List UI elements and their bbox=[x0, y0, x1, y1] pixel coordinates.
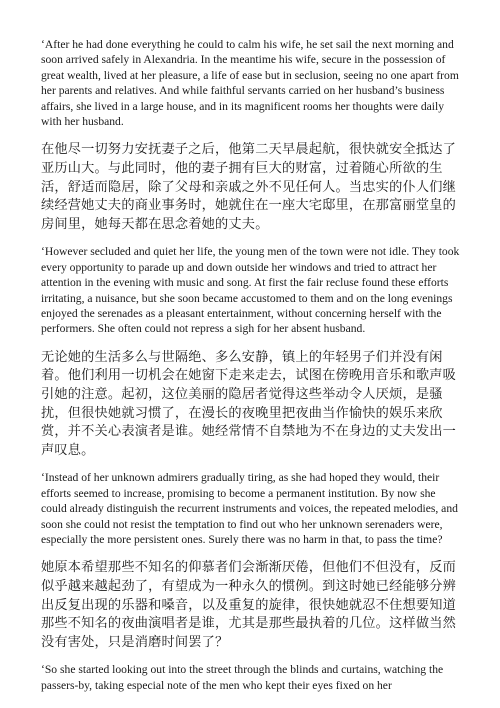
paragraph-en-4: ‘So she started looking out into the street through the blinds and curtains, watching the passers-by, taking especial note of the men who kept their eyes fixed on her bbox=[41, 663, 444, 692]
paragraph-en-3: ‘Instead of her unknown admirers gradually tiring, as she had hoped they would, their efforts seemed to increase, promising to become a permanent institution. By now she could already distinguish the recurrent instruments and voices, the repeated melodies, and soon she could not resist the temptation to find out who her unknown serenaders were, especially the more persistent ones. Surely there was no harm in that, to pass the time? bbox=[41, 471, 458, 547]
paragraph-zh-3: 她原本希望那些不知名的仰慕者们会渐渐厌倦，但他们不但没有，反而似乎越来越起劲了，有望成为一种永久的惯例。到这时她已经能够分辨出反复出现的乐器和嗓音，以及重复的旋律，很快她就忍不住想要知道那些不知名的夜曲演唱者是谁，尤其是那些最执着的几位。这样做当然没有害处，只是消磨时间罢了？ bbox=[41, 560, 457, 650]
paragraph-en-2: ‘However secluded and quiet her life, the young men of the town were not idle. They took every opportunity to parade up and down outside her windows and tried to attract her attention in the evening with music and song. At first the fair recluse found these efforts irritating, a nuisance, but she soon became accustomed to them and on the long evenings enjoyed the serenades as a pleasant entertainment, without concerning herself with the performers. She often could not repress a sigh for her absent husband. bbox=[41, 245, 460, 336]
paragraph-zh-1: 在他尽一切努力安抚妻子之后，他第二天早晨起航，很快就安全抵达了亚历山大。与此同时，他的妻子拥有巨大的财富，过着随心所欲的生活，舒适而隐居，除了父母和亲戚之外不见任何人。当忠实的仆人们继续经营她丈夫的商业事务时，她就住在一座大宅邸里，在那富丽堂皇的房间里，她每天都在思念着她的丈夫。 bbox=[41, 142, 457, 232]
paragraph-zh-2: 无论她的生活多么与世隔绝、多么安静，镇上的年轻男子们并没有闲着。他们利用一切机会在她窗下走来走去，试图在傍晚用音乐和歌声吸引她的注意。起初，这位美丽的隐居者觉得这些举动令人厌烦，是骚扰，但很快她就习惯了，在漫长的夜晚里把夜曲当作愉快的娱乐来欣赏，并不关心表演者是谁。她经常情不自禁地为不在身边的丈夫发出一声叹息。 bbox=[41, 349, 457, 458]
paragraph-en-1: ‘After he had done everything he could to calm his wife, he set sail the next morning and soon arrived safely in Alexandria. In the meantime his wife, secure in the possession of great wealth, lived at her pleasure, a life of ease but in seclusion, seeing no one apart from her parents and relatives. And while faithful servants carried on her husband’s business affairs, she lived in a large house, and in its magnificent rooms her thoughts were daily with her husband. bbox=[41, 38, 459, 129]
